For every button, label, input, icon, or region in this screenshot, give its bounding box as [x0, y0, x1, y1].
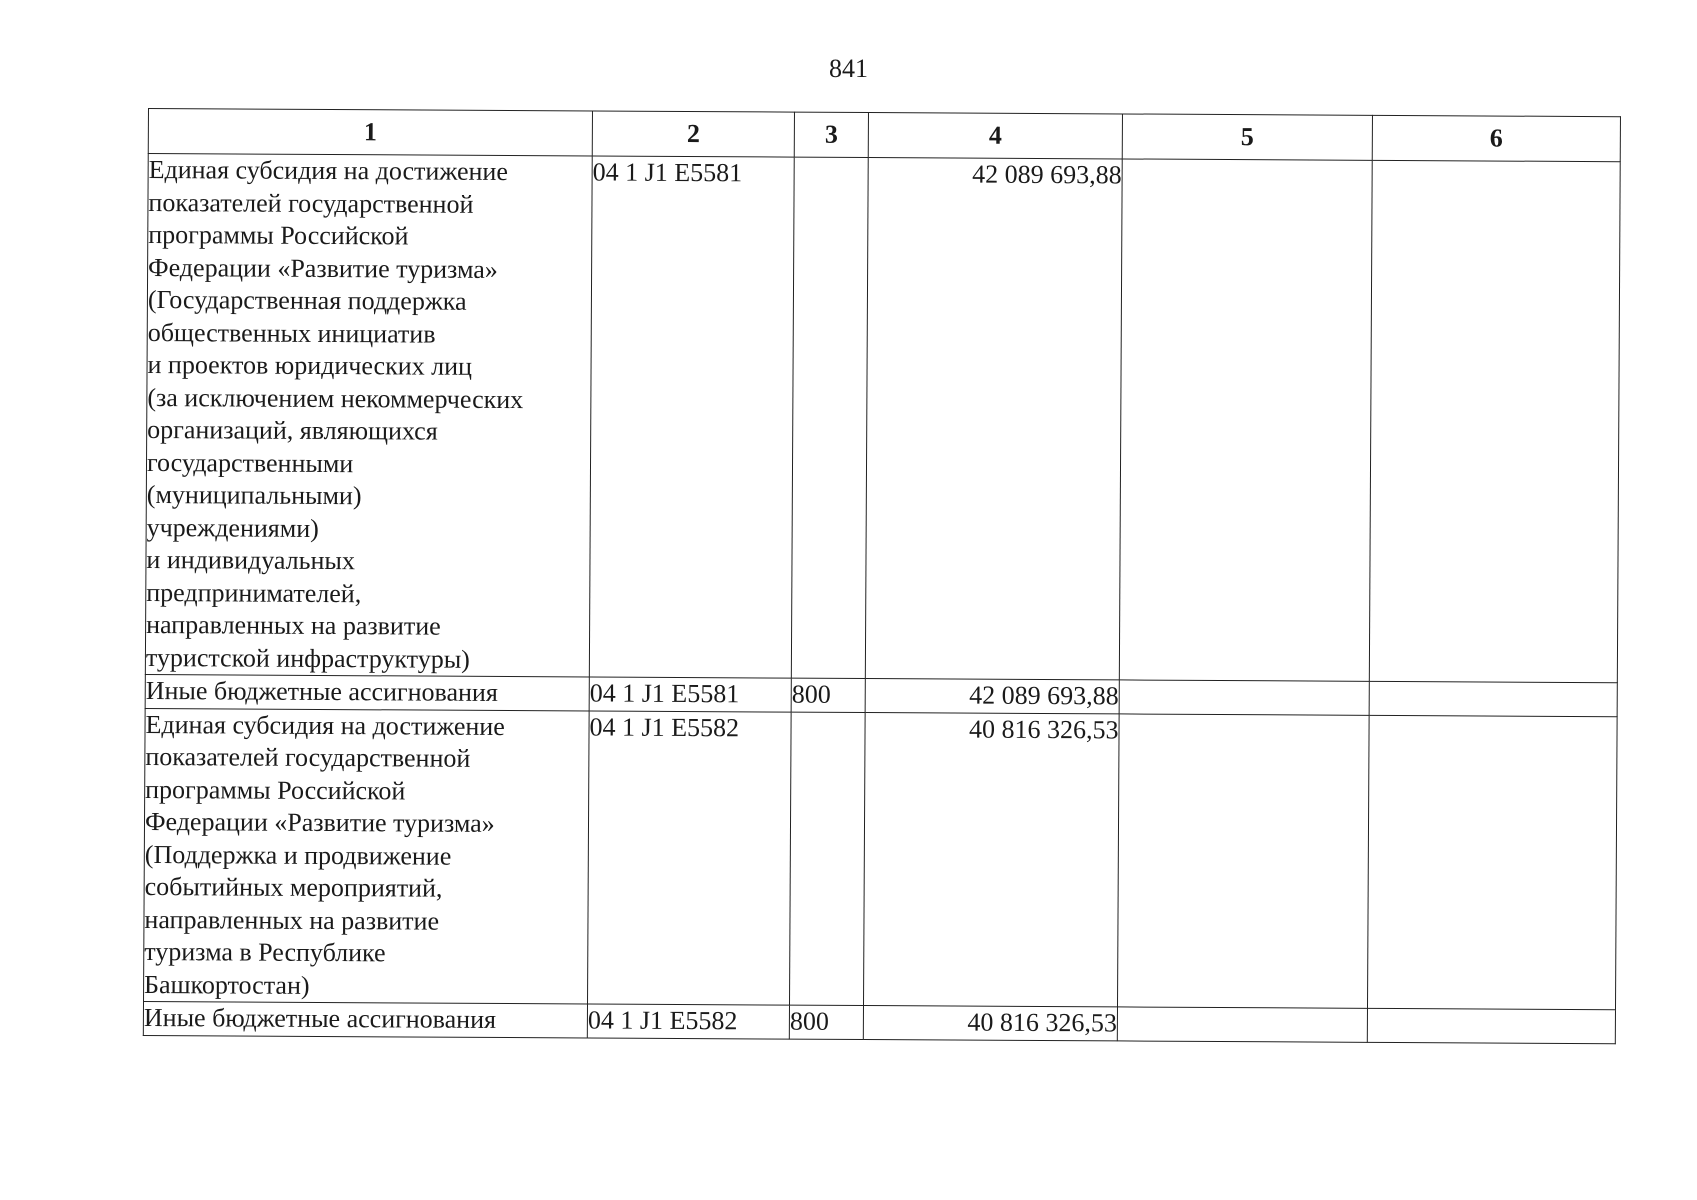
row-col6-cell [1369, 160, 1620, 682]
row-name-line: Единая субсидия на достижение [148, 155, 508, 187]
column-header-1: 1 [148, 109, 592, 156]
row-expense-type-cell [791, 157, 868, 678]
row-col5-cell [1119, 159, 1372, 681]
row-col5-cell [1117, 1007, 1367, 1042]
column-header-5: 5 [1122, 114, 1372, 160]
table-row [144, 708, 1618, 1010]
row-name-line: (Поддержка и продвижение [144, 839, 452, 871]
row-amount-cell: 42 089 693,88 [865, 679, 1119, 714]
row-name-cell [145, 674, 589, 710]
row-amount-cell: 42 089 693,88 [865, 158, 1122, 680]
row-name-line: государственными [146, 447, 354, 478]
row-name-line: туристской инфраструктуры) [145, 642, 470, 674]
row-name-line: учреждениями) [146, 512, 319, 543]
row-name-cell [143, 1001, 587, 1037]
row-name-line: и индивидуальных [146, 544, 356, 576]
row-expense-type-cell: 800 [791, 678, 865, 712]
row-name-line: Иные бюджетные ассигнования [145, 675, 498, 707]
row-name-line: Федерации «Развитие туризма» [144, 806, 495, 838]
table-header-row [148, 109, 1620, 162]
row-name-line: событийных мероприятий, [144, 871, 443, 903]
row-name-line: Башкортостан) [144, 969, 310, 1000]
row-col6-cell [1369, 681, 1617, 716]
row-col5-cell [1117, 713, 1369, 1008]
table-row [145, 154, 1620, 683]
row-name-line: направленных на развитие [146, 609, 441, 641]
row-name-line: программы Российской [145, 774, 406, 805]
row-name-cell [145, 154, 592, 677]
row-col6-cell [1367, 1008, 1615, 1043]
row-name-line: Единая субсидия на достижение [145, 709, 505, 741]
column-header-4: 4 [868, 113, 1122, 159]
row-name-line: (муниципальными) [146, 479, 362, 511]
column-header-3: 3 [794, 112, 868, 157]
row-name-line: показателей государственной [148, 187, 474, 219]
row-amount-cell: 40 816 326,53 [863, 712, 1119, 1007]
row-name-line: показателей государственной [145, 741, 471, 773]
row-code-cell: 04 1 J1 E5581 [589, 677, 791, 712]
row-name-line: (Государственная поддержка [147, 285, 467, 316]
row-code-cell: 04 1 J1 E5581 [589, 156, 794, 678]
budget-table-container [143, 108, 1620, 1044]
row-name-line: предпринимателей, [146, 577, 362, 608]
row-name-line: Федерации «Развитие туризма» [148, 252, 498, 284]
row-col6-cell [1367, 715, 1617, 1010]
row-code-cell: 04 1 J1 E5582 [588, 710, 792, 1005]
row-name-line: организаций, являющихся [147, 415, 438, 446]
row-name-line: и проектов юридических лиц [147, 350, 473, 381]
column-header-6: 6 [1372, 115, 1620, 161]
row-code-cell: 04 1 J1 E5582 [587, 1004, 789, 1039]
row-expense-type-cell [789, 712, 865, 1006]
row-name-cell [144, 708, 590, 1004]
table-row [143, 1001, 1615, 1043]
row-expense-type-cell: 800 [789, 1005, 863, 1039]
column-header-2: 2 [592, 111, 794, 157]
row-name-line: (за исключением некоммерческих [147, 382, 524, 414]
row-name-line: общественных инициатив [147, 317, 436, 349]
row-name-line: направленных на развитие [144, 904, 440, 936]
row-col5-cell [1119, 680, 1369, 715]
row-name-line: Иные бюджетные ассигнования [143, 1002, 497, 1034]
page-number: 841 [829, 54, 868, 83]
row-name-line: программы Российской [148, 220, 409, 251]
row-name-line: туризма в Республике [144, 936, 386, 968]
row-amount-cell: 40 816 326,53 [863, 1006, 1117, 1041]
budget-table [143, 108, 1621, 1044]
